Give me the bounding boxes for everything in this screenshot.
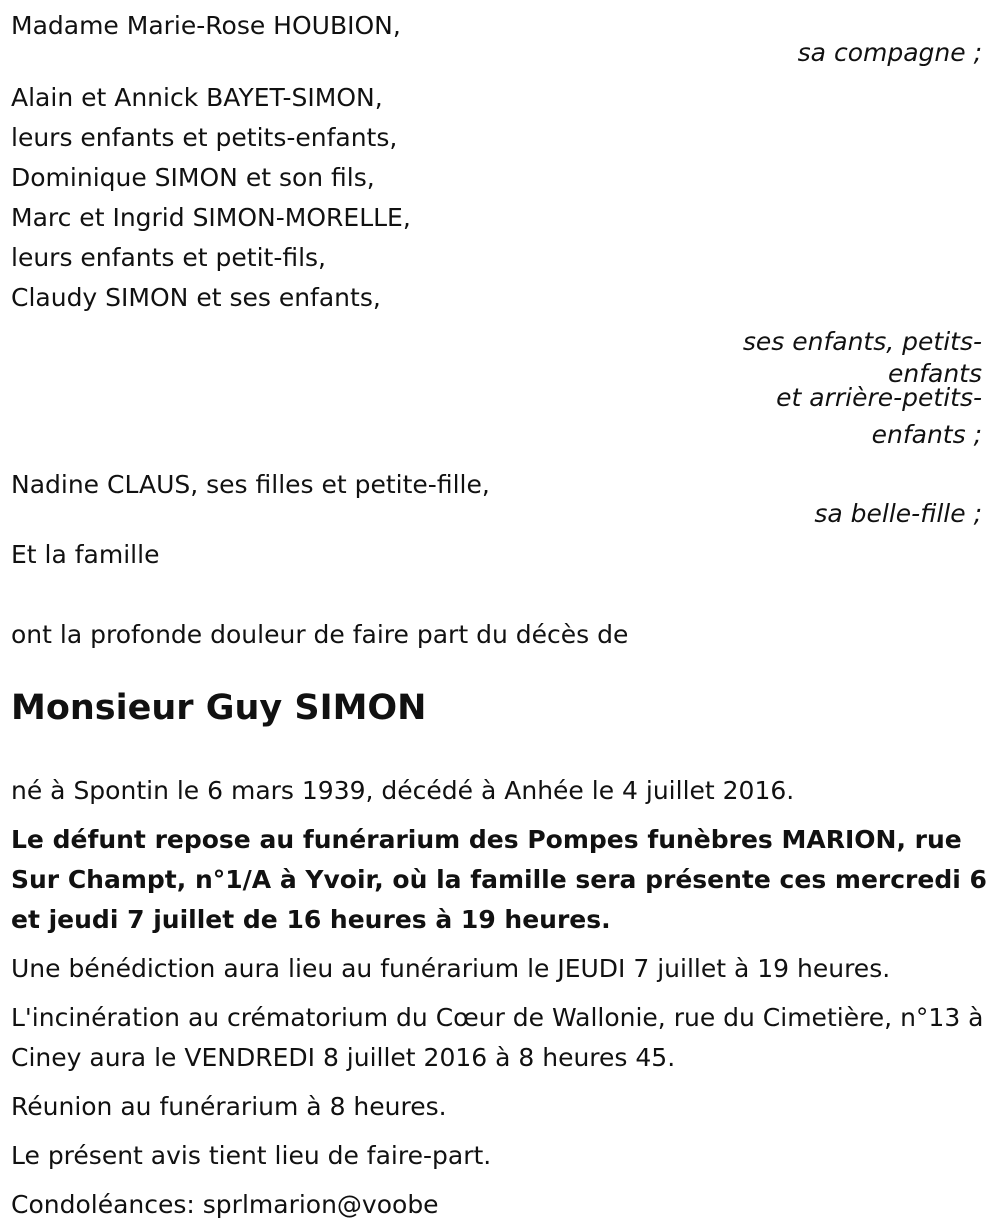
repose-text: Le défunt repose au funérarium des Pompes funèbres MARION, rue Sur Champt, n°1/A à Yvoir, où la famille sera présente ces mercredi 6 et jeudi 7 juillet de 16 heures à 19 heures. [11, 825, 987, 934]
role-companion: sa compagne ; [797, 38, 982, 67]
incineration-text: L'incinération au crématorium du Cœur de Wallonie, rue du Cimetière, n°13 à Ciney aura le VENDREDI 8 juillet 2016 à 8 heures 45. [11, 1003, 984, 1072]
role-daughter-in-law: sa belle-fille ; [814, 499, 982, 528]
family-line-alain-annick: Alain et Annick BAYET-SIMON, [11, 83, 383, 112]
family-line-grandchildren-2: leurs enfants et petit-fils, [11, 243, 327, 272]
family-line-dominique: Dominique SIMON et son fils, [11, 163, 375, 192]
role-children-d: enfants ; [871, 420, 982, 449]
family-line-companion: Madame Marie-Rose HOUBION, [11, 11, 401, 40]
family-line-marc-ingrid: Marc et Ingrid SIMON-MORELLE, [11, 203, 411, 232]
reunion-text: Réunion au funérarium à 8 heures. [11, 1092, 447, 1121]
condolences-text: Condoléances: sprlmarion@voobe [11, 1190, 439, 1219]
spacer [11, 575, 990, 615]
role-children-c: et arrière-petits- [776, 383, 982, 412]
role-children-a: ses enfants, petits- [742, 327, 982, 356]
birth-death-text: né à Spontin le 6 mars 1939, décédé à Anhée le 4 juillet 2016. [11, 776, 795, 805]
spacer [11, 733, 990, 771]
role-children-b: enfants [887, 359, 982, 388]
benediction-text: Une bénédiction aura lieu au funérarium le JEUDI 7 juillet à 19 heures. [11, 954, 891, 983]
spacer [11, 455, 990, 465]
deceased-name: Monsieur Guy SIMON [11, 688, 427, 728]
family-line-nadine: Nadine CLAUS, ses filles et petite-fille, [11, 470, 490, 499]
family-line-grandchildren-1: leurs enfants et petits-enfants, [11, 123, 398, 152]
spacer [11, 70, 990, 78]
announcement-text: ont la profonde douleur de faire part du décès de [11, 620, 629, 649]
family-line-rest: Et la famille [11, 540, 160, 569]
family-line-claudy: Claudy SIMON et ses enfants, [11, 283, 381, 312]
avis-text: Le présent avis tient lieu de faire-part. [11, 1141, 492, 1170]
